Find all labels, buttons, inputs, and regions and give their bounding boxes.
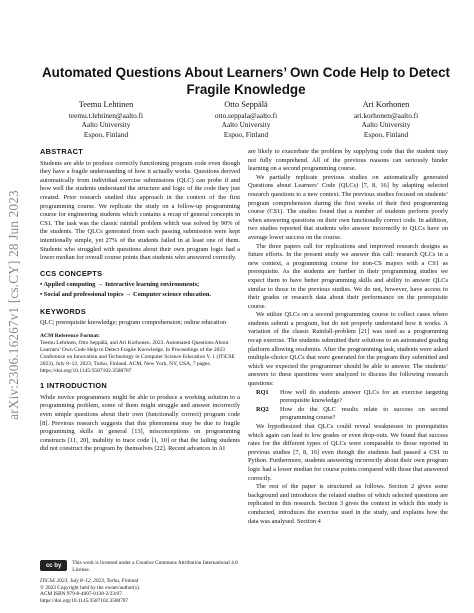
author-block <box>316 100 456 139</box>
paper-title: Automated Questions About Learners’ Own Code Help to Detect Fragile Knowledge <box>42 65 450 97</box>
author-block <box>36 100 176 139</box>
ccs-item: • Applied computing → Interactive learning environments; <box>40 281 200 289</box>
ccs-item: • Social and professional topics → Computer science education. <box>40 290 211 298</box>
ccs-heading: CCS CONCEPTS <box>40 268 103 278</box>
author-name: Teemu Lehtinen <box>78 100 134 109</box>
paragraph: We utilize QLCs on a second programming course to collect cases where students submit a program, but do not properly understand how it works. A variation of the classic Rainfall-problem [21] was used as a programming recap exercise. The students submitted their solutions to an automated grading platform allowing resubmits. After the programming task, students were asked multiple-choice QLCs that were generated for the program they submitted and which we expected the programmer should be able to answer. The students’ answers to these questions were analyzed to discuss the following research questions: <box>248 311 448 388</box>
research-question-text: How well do students answer QLCs for an exercise targeting prerequisite knowledge? <box>280 388 448 405</box>
author-email[interactable]: ari.korhonen@aalto.fi <box>353 110 419 120</box>
acm-reference-text: Teemu Lehtinen, Otto Seppälä, and Ari Korhonen. 2023. Automated Questions About Learners’ Own Code Help to Detect Fragile Knowledge. In Proceedings of the 2023 Conference on Innovation and Technology in Computer Science Education V. 1 (ITiCSE 2023), July 8–12, 2023, Turku, Finland. ACM, New York, NY, USA, 7 pages. https://doi.org/10.1145/3587102.3588787 <box>40 340 235 375</box>
research-question-text: How do the QLC results relate to success on second programming course? <box>280 405 448 422</box>
paragraph: We partially replicate previous studies on automatically generated Questions about Learners’ Code (QLCs) [7, 8, 16] by adapting selected research questions to a new context. The previous studies focused on students’ program comprehension during the first weeks of their first programming course (CS1). The studies found that a number of students perform poorly when answering questions on their own functionally correct code. In addition, two studies reported that students who answer incorrectly to QLCs have on average lower success on the course. <box>248 173 448 241</box>
research-question-key: RQ1 <box>256 388 269 396</box>
creative-commons-logo-icon <box>40 560 67 571</box>
cc-logo-text: cc by <box>45 562 62 569</box>
author-email[interactable]: teemu.t.lehtinen@aalto.fi <box>68 110 144 120</box>
introduction-heading: 1 INTRODUCTION <box>40 381 108 391</box>
abstract-text: Students are able to produce correctly functioning program code even though they have a fragile understanding of how it actually works. Questions derived automatically from individual exercise submissions (QLC) can probe if and how well the students understand the structure and logic of the code they just created. Prior research studied this approach in the context of the first programming course. We replicate the study on a follow-up programming course for engineering students which contains a recap of general concepts in CS1. The task was the classic rainfall problem which was solved by 90% of the students. The QLCs generated from each passing submission were kept intentionally simple, yet 27% of the students failed in at least one of them. Students who struggled with questions about their own program logic had a lower median for overall course points than students who answered correctly. <box>40 159 240 262</box>
introduction-text: While novice programmers might be able to produce a working solution to a programming problem, some of them might struggle and answer incorrectly even simple questions about their own (functionally correct) program code [8]. Previous research suggests that this phenomena may be due to fragile programming skills in general [13], misconceptions on programming constructs [11, 20], inability to trace code [1, 10] or that the failing students did not construct the program by themselves [22]. Recent advances in AI <box>40 393 240 453</box>
license-text: This work is licensed under a Creative Commons Attribution International 4.0 License. <box>72 560 238 573</box>
right-column <box>248 148 448 526</box>
abstract-heading: ABSTRACT <box>40 147 84 156</box>
left-column <box>40 148 240 454</box>
author-affiliation: Aalto University <box>361 120 411 130</box>
paragraph: are likely to exacerbate the problem by supplying code that the student may not fully comprehend. All of the previous reasons can seriously hinder learning on a second programming course. <box>248 148 448 173</box>
research-question <box>248 406 448 423</box>
research-question-key: RQ2 <box>256 405 269 413</box>
author-location: Espoo, Finland <box>83 129 129 139</box>
author-affiliation: Aalto University <box>221 120 271 130</box>
author-name: Ari Korhonen <box>362 100 410 109</box>
author-block <box>176 100 316 139</box>
conference-line: ITiCSE 2023, July 8–12, 2023, Turku, Finland <box>40 578 139 584</box>
author-affiliation: Aalto University <box>81 120 131 130</box>
author-location: Espoo, Finland <box>363 129 409 139</box>
keywords-heading: KEYWORDS <box>40 306 86 316</box>
acm-reference-heading: ACM Reference Format: <box>40 332 100 339</box>
copyright-line: © 2023 Copyright held by the owner/author(s). <box>40 584 141 591</box>
paragraph: We hypothesized that QLCs could reveal weaknesses in prerequisites which again can lead to low grades or even drop-outs. We found that success rates for the different types of QLCs were comparable to those reported in previous studies [7, 8, 16] even though the students had passed a CS1 in Python. Furthermore, students answering incorrectly about their own program logic had a lower median for course points compared with those that answered correctly. <box>248 423 448 482</box>
paragraph: The rest of the paper is structured as follows. Section 2 gives some background and introduces the related studies of which selected questions are replicated in this research. Section 3 gives the context in which this study is conducted, introduces the exercise used in the study, and explains how the data was analysed. Section 4 <box>248 483 448 525</box>
keywords-text: QLC; prerequisite knowledge; program comprehension; online education <box>40 319 227 327</box>
paragraph: The three papers call for replications and improved research designs as future efforts. In the present study we answer this call: research QLCs in a new context, a programming course for non-CS majors with a CS1 as prerequisite. As the students are further in their programming studies we expect them to have better programming skills and ability to answer QLCs similar to those in the previous studies. We do not, however, have access to their grades or research data about their performance on the prerequisite course. <box>248 242 448 310</box>
research-question <box>248 389 448 406</box>
author-name: Otto Seppälä <box>224 100 268 109</box>
arxiv-stamp-text: arXiv:2306.16267v1 [cs.CY] 28 Jun 2023 <box>6 190 21 420</box>
author-email[interactable]: otto.seppala@aalto.fi <box>214 110 278 120</box>
footer-info <box>40 578 240 604</box>
license-notice <box>40 560 240 574</box>
author-location: Espoo, Finland <box>223 129 269 139</box>
author-list <box>36 100 456 139</box>
doi-link[interactable]: https://doi.org/10.1145/3587102.3588787 <box>40 597 129 604</box>
arxiv-stamp <box>4 150 24 460</box>
isbn-line: ACM ISBN 979-8-4007-0138-2/23/07. <box>40 591 124 598</box>
